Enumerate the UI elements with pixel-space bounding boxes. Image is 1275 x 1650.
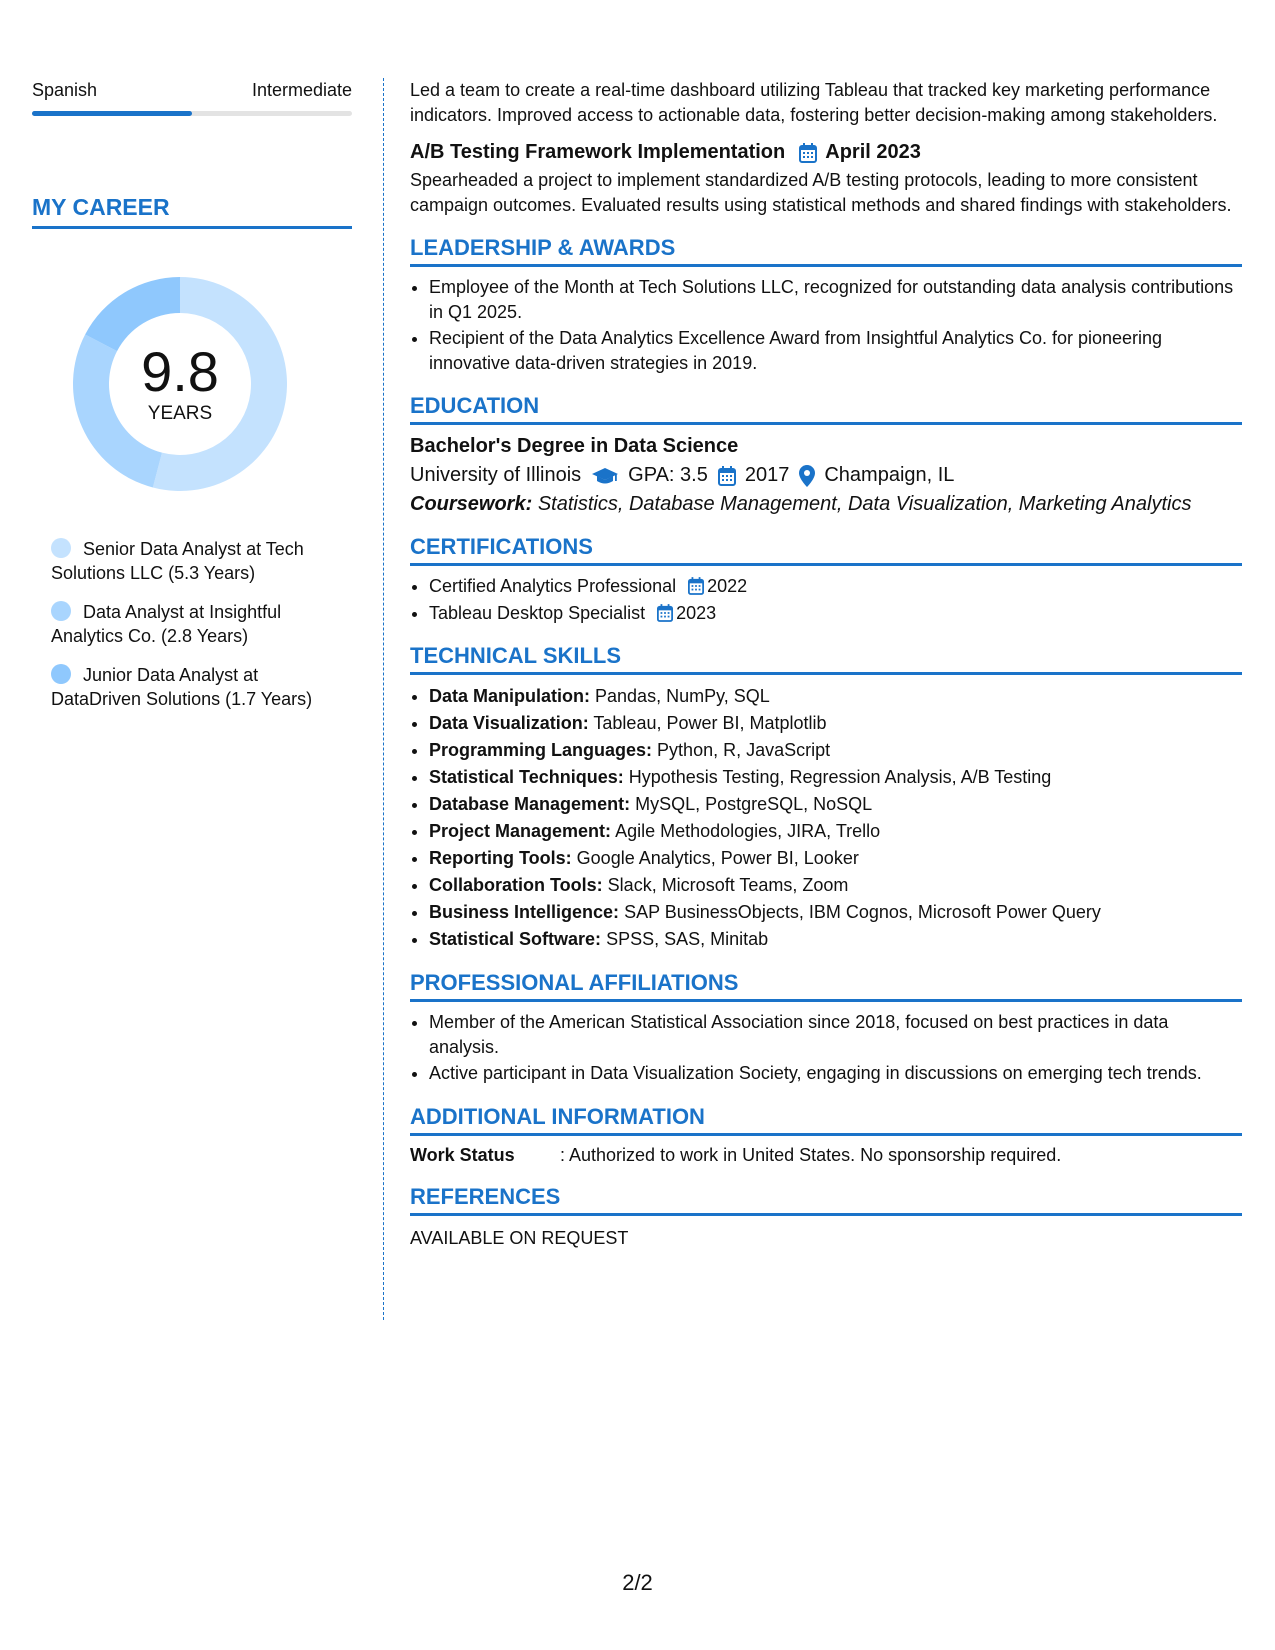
skill-value: SAP BusinessObjects, IBM Cognos, Microsoft Power Query <box>624 902 1101 922</box>
list-item: • Member of the American Statistical Association since 2018, focused on best practices in data analysis. <box>429 1010 1242 1059</box>
career-legend-item <box>51 537 336 585</box>
education-coursework <box>410 493 1242 516</box>
references-text: AVAILABLE ON REQUEST <box>410 1227 629 1248</box>
list-item <box>429 791 1242 817</box>
skill-value: Google Analytics, Power BI, Looker <box>576 848 859 868</box>
main-content <box>410 78 1242 1249</box>
affiliations-heading: PROFESSIONAL AFFILIATIONS <box>410 970 1242 1002</box>
language-name: Spanish <box>32 80 98 100</box>
career-legend-label: Senior Data Analyst at Tech Solutions LLC (5.3 Years) <box>51 539 304 583</box>
education-school: University of Illinois <box>410 464 582 486</box>
career-heading: MY CAREER <box>32 194 352 229</box>
list-item <box>429 764 1242 790</box>
skill-value: MySQL, PostgreSQL, NoSQL <box>635 794 873 814</box>
career-legend-label: Data Analyst at Insightful Analytics Co. (2.8 Years) <box>51 602 282 646</box>
skill-label: Collaboration Tools: <box>429 875 603 895</box>
calendar-icon <box>799 143 817 163</box>
list-item <box>429 899 1242 925</box>
skill-label: Data Manipulation: <box>429 686 590 706</box>
leadership-heading: LEADERSHIP & AWARDS <box>410 235 1242 267</box>
calendar-icon <box>688 577 704 595</box>
sidebar <box>32 80 352 726</box>
education-degree: Bachelor's Degree in Data Science <box>410 435 739 457</box>
project-title: A/B Testing Framework Implementation <box>410 141 786 163</box>
skill-label: Business Intelligence: <box>429 902 620 922</box>
education-gpa: GPA: 3.5 <box>628 464 708 486</box>
calendar-icon <box>718 466 736 486</box>
skill-value: Slack, Microsoft Teams, Zoom <box>607 875 849 895</box>
page-number: 2/2 <box>622 1570 653 1595</box>
certification-year: 2022 <box>707 576 748 596</box>
skill-label: Programming Languages: <box>429 740 653 760</box>
career-legend-item <box>51 663 336 711</box>
skill-value: Agile Methodologies, JIRA, Trello <box>615 821 881 841</box>
additional-info-heading: ADDITIONAL INFORMATION <box>410 1104 1242 1136</box>
project-header <box>410 141 1242 164</box>
legend-dot-icon <box>51 538 71 558</box>
project-date: April 2023 <box>825 141 921 163</box>
skill-value: Python, R, JavaScript <box>657 740 831 760</box>
list-item <box>429 683 1242 709</box>
list-item <box>429 737 1242 763</box>
education-year: 2017 <box>744 464 790 486</box>
skill-label: Reporting Tools: <box>429 848 572 868</box>
language-row <box>32 80 352 101</box>
skill-value: Pandas, NumPy, SQL <box>595 686 770 706</box>
language-proficiency-bar <box>32 111 352 116</box>
affiliations-list <box>410 1010 1242 1086</box>
column-divider <box>383 78 384 1320</box>
skill-label: Project Management: <box>429 821 612 841</box>
skill-value: Tableau, Power BI, Matplotlib <box>593 713 827 733</box>
certifications-list <box>410 574 1242 625</box>
list-item <box>429 872 1242 898</box>
list-item <box>429 926 1242 952</box>
skills-heading: TECHNICAL SKILLS <box>410 643 1242 675</box>
skill-value: Hypothesis Testing, Regression Analysis, A/B Testing <box>628 767 1052 787</box>
language-level: Intermediate <box>251 80 352 100</box>
education-location: Champaign, IL <box>824 464 955 486</box>
list-item <box>429 710 1242 736</box>
skills-list <box>410 683 1242 952</box>
project-description: Spearheaded a project to implement standardized A/B testing protocols, leading to more consistent campaign outcomes. Evaluated results using statistical methods and shared findings with stakeholders. <box>410 170 1232 215</box>
coursework-label: Coursework: <box>410 493 533 515</box>
career-legend-label: Junior Data Analyst at DataDriven Solutions (1.7 Years) <box>51 665 313 709</box>
career-total-value: 9.8 <box>141 340 219 403</box>
career-total-unit: YEARS <box>147 403 213 424</box>
calendar-icon <box>657 604 673 622</box>
work-status-value: : Authorized to work in United States. No sponsorship required. <box>560 1144 1062 1165</box>
skill-label: Statistical Techniques: <box>429 767 624 787</box>
list-item: • Employee of the Month at Tech Solutions LLC, recognized for outstanding data analysis contributions in Q1 2025. <box>429 275 1242 324</box>
legend-dot-icon <box>51 664 71 684</box>
career-donut-chart <box>65 269 295 499</box>
skill-label: Statistical Software: <box>429 929 602 949</box>
list-item <box>429 574 1242 599</box>
legend-dot-icon <box>51 601 71 621</box>
list-item <box>429 845 1242 871</box>
location-pin-icon <box>799 465 815 487</box>
intro-paragraph: Led a team to create a real-time dashboard utilizing Tableau that tracked key marketing performance indicators. Improved access to actionable data, fostering better decision-making among stakeholders. <box>410 80 1218 125</box>
career-legend-item <box>51 600 336 648</box>
certifications-heading: CERTIFICATIONS <box>410 534 1242 566</box>
references-heading: REFERENCES <box>410 1184 1242 1216</box>
list-item: • Recipient of the Data Analytics Excellence Award from Insightful Analytics Co. for pioneering innovative data-driven strategies in 2019. <box>429 326 1242 375</box>
work-status-label: Work Status <box>410 1144 515 1165</box>
donut-center <box>65 269 295 499</box>
graduation-cap-icon <box>591 467 619 485</box>
list-item <box>429 818 1242 844</box>
skill-label: Data Visualization: <box>429 713 589 733</box>
leadership-list <box>410 275 1242 375</box>
skill-label: Database Management: <box>429 794 631 814</box>
list-item: • Active participant in Data Visualization Society, engaging in discussions on emerging tech trends. <box>429 1061 1242 1086</box>
work-status-row <box>410 1145 1242 1166</box>
certification-year: 2023 <box>676 602 717 623</box>
career-legend <box>32 537 352 711</box>
coursework-text: Statistics, Database Management, Data Visualization, Marketing Analytics <box>537 493 1192 515</box>
certification-name: • Tableau Desktop Specialist <box>429 602 646 623</box>
language-proficiency-fill <box>32 111 192 116</box>
education-details <box>410 464 1242 487</box>
list-item <box>429 601 1242 626</box>
skill-value: SPSS, SAS, Minitab <box>606 929 769 949</box>
certification-name: • Certified Analytics Professional <box>429 576 677 596</box>
education-heading: EDUCATION <box>410 393 1242 425</box>
